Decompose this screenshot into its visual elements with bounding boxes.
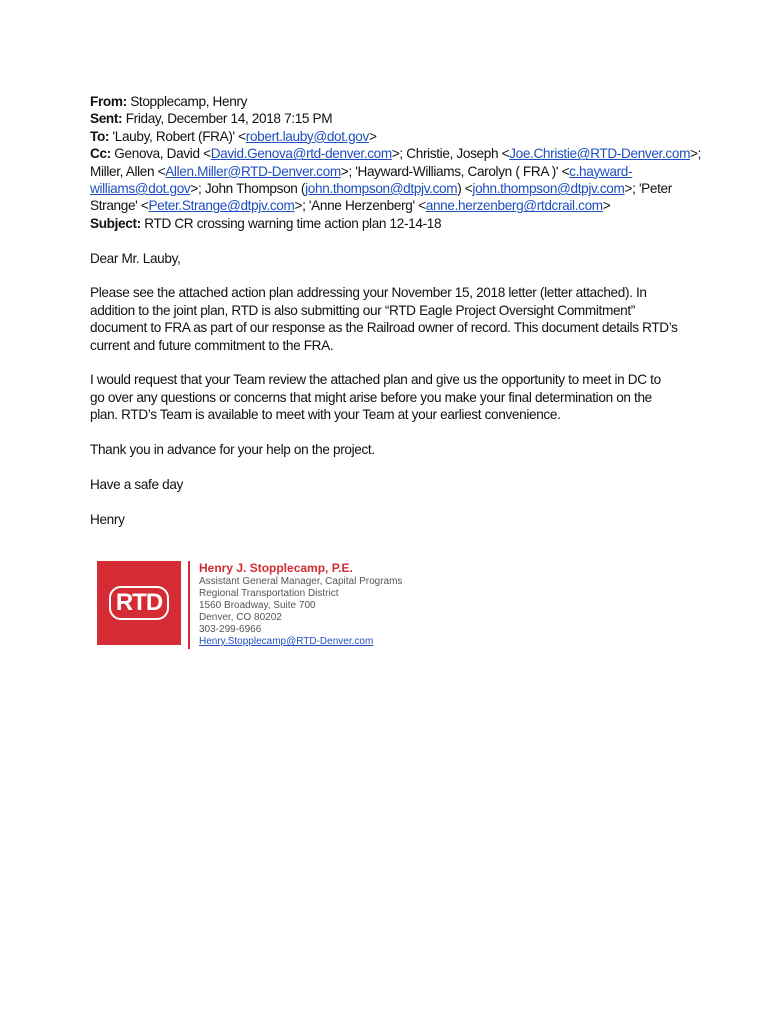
- cc7-after: >: [602, 198, 611, 214]
- cc5-email-link-b[interactable]: john.thompson@dtpjv.com: [472, 181, 625, 197]
- sent-label: Sent:: [90, 111, 123, 127]
- signoff: Henry: [90, 511, 125, 527]
- cc5-email-link-a[interactable]: john.thompson@dtpjv.com: [305, 181, 458, 197]
- rtd-logo: [97, 561, 181, 645]
- signature-address-1: 1560 Broadway, Suite 700: [199, 600, 316, 611]
- cc-line-1: [90, 145, 702, 162]
- cc-label: Cc:: [90, 146, 111, 162]
- cc4-after: >; John Thompson (: [190, 181, 306, 197]
- to-line: [90, 128, 690, 145]
- rtd-logo-text: RTD: [109, 586, 169, 620]
- to-label: To:: [90, 128, 110, 144]
- paragraph-1-line: Please see the attached action plan addressing your November 15, 2018 letter (letter attached). In: [90, 285, 647, 301]
- signature-phone: 303-299-6966: [199, 624, 262, 635]
- signature-name: Henry J. Stopplecamp, P.E.: [199, 561, 353, 575]
- subject-line: [90, 215, 690, 232]
- cc5-after: >; 'Peter: [624, 181, 672, 197]
- cc7-email-link[interactable]: anne.herzenberg@rtdcrail.com: [425, 198, 603, 214]
- cc3-name: Miller, Allen <: [90, 163, 166, 179]
- cc6-after: >; 'Anne Herzenberg' <: [294, 198, 426, 214]
- from-value: Stopplecamp, Henry: [130, 94, 248, 109]
- signature-address-2: Denver, CO 80202: [199, 612, 282, 623]
- paragraph-2-line: I would request that your Team review the attached plan and give us the opportunity to meet in DC to: [90, 372, 661, 388]
- subject-value: RTD CR crossing warning time action plan 12-14-18: [144, 215, 442, 231]
- cc-line-3: [90, 180, 690, 197]
- cc1-email-link[interactable]: David.Genova@rtd-denver.com: [210, 146, 392, 162]
- sent-value: Friday, December 14, 2018 7:15 PM: [125, 111, 333, 127]
- paragraph-2: [90, 371, 690, 423]
- paragraph-2-line: go over any questions or concerns that might arise before you make your final determination on the: [90, 389, 652, 405]
- cc1-name: Genova, David <: [114, 146, 211, 162]
- cc-line-2: [90, 163, 690, 180]
- cc2-after: >;: [690, 146, 702, 162]
- cc3-email-link[interactable]: Allen.Miller@RTD-Denver.com: [165, 163, 341, 179]
- cc4-email-link-part1[interactable]: c.hayward-: [569, 163, 633, 179]
- to-email-link[interactable]: robert.lauby@dot.gov: [245, 128, 369, 144]
- cc2-email-link[interactable]: Joe.Christie@RTD-Denver.com: [509, 146, 691, 162]
- sent-line: [90, 110, 690, 127]
- from-label: From:: [90, 94, 127, 109]
- paragraph-1-line: addition to the joint plan, RTD is also submitting our “RTD Eagle Project Oversight Commitment”: [90, 302, 635, 318]
- greeting: Dear Mr. Lauby,: [90, 250, 181, 266]
- signature-details: [199, 561, 402, 648]
- cc-line-4: [90, 197, 690, 214]
- cc6-name: Strange' <: [90, 198, 149, 214]
- signature-org: Regional Transportation District: [199, 588, 339, 599]
- paragraph-2-line: plan. RTD’s Team is available to meet with your Team at your earliest convenience.: [90, 407, 561, 423]
- to-name: 'Lauby, Robert (FRA)' <: [112, 128, 246, 144]
- paragraph-3: Thank you in advance for your help on the project.: [90, 442, 375, 458]
- paragraph-1-line: current and future commitment to the FRA.: [90, 337, 334, 353]
- signature-title: Assistant General Manager, Capital Programs: [199, 576, 403, 587]
- cc6-email-link[interactable]: Peter.Strange@dtpjv.com: [148, 198, 295, 214]
- signature-divider: [188, 561, 190, 649]
- signature-email-link[interactable]: Henry.Stopplecamp@RTD-Denver.com: [199, 636, 374, 647]
- paragraph-1: [90, 284, 690, 354]
- email-document: [90, 93, 702, 528]
- subject-label: Subject:: [90, 215, 141, 231]
- to-close: >: [368, 128, 377, 144]
- from-line: [90, 93, 690, 110]
- cc4-email-link-part2[interactable]: williams@dot.gov: [90, 181, 191, 197]
- paragraph-1-line: document to FRA as part of our response as the Railroad owner of record. This document details RTD’s: [90, 320, 678, 336]
- cc1-after: >; Christie, Joseph <: [391, 146, 510, 162]
- paragraph-4: Have a safe day: [90, 476, 183, 492]
- cc3-after: >; 'Hayward-Williams, Carolyn ( FRA )' <: [340, 163, 570, 179]
- cc5-mid: ) <: [457, 181, 473, 197]
